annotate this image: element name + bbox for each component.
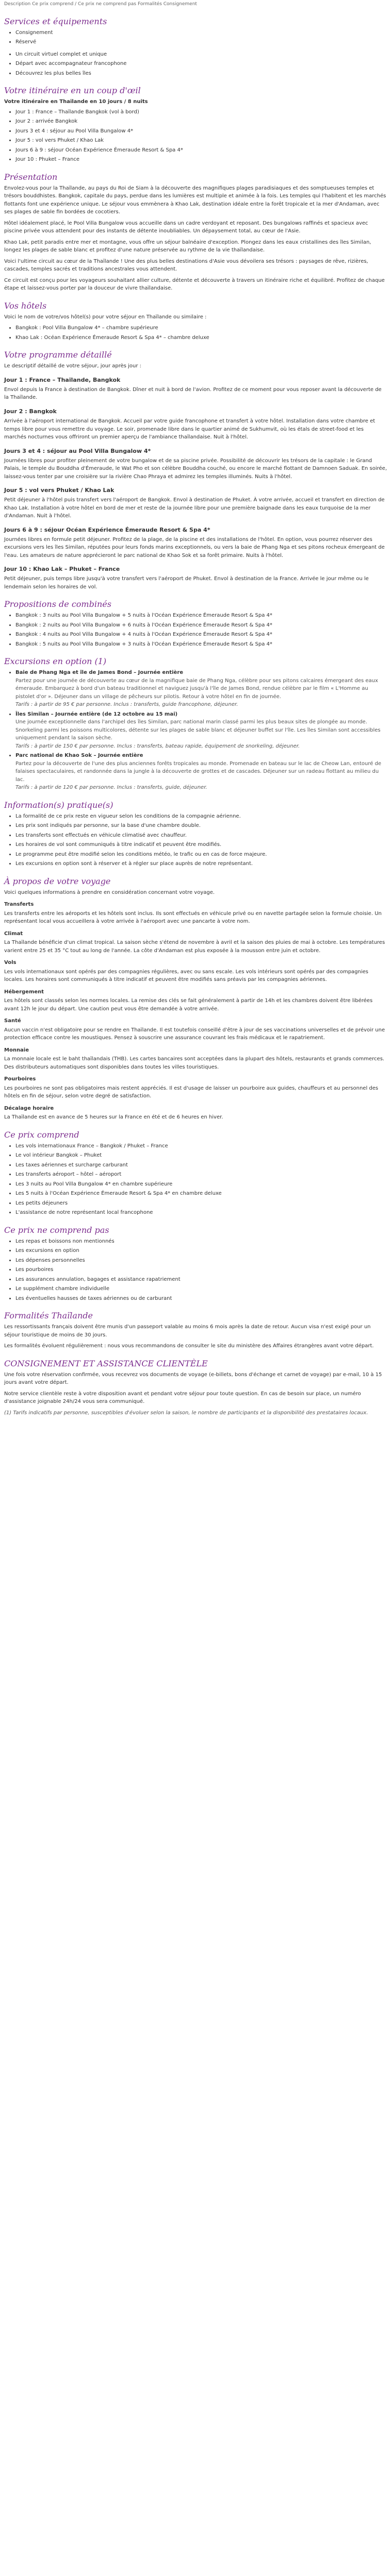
about-block-text: La Thaïlande bénéficie d'un climat tropical. La saison sèche s'étend de novembre à avril et la saison des pluies de mai à octobre. Les températures varient entre 25 et 35 °C tout au long de l'année. La côte d'Andaman est plus exposée à la mousson entre juin et octobre. (4, 940, 385, 954)
list-item: • Les horaires de vol sont communiqués à titre indicatif et peuvent être modifiés. (15, 841, 387, 849)
about-block-title: Santé (4, 1018, 21, 1024)
includes-list (4, 1142, 387, 1217)
list-item: • Les pourboires (15, 1266, 387, 1274)
services-list (4, 29, 387, 46)
list-item: • La formalité de ce prix reste en vigueur selon les conditions de la compagnie aérienne. (15, 812, 387, 821)
excursion-text: Une journée exceptionnelle dans l'archipel des îles Similan, parc national marin classé parmi les plus beaux sites de plongée au monde. Snorkeling parmi les poissons multicolores, détente sur les plages de sable blanc et déjeuner buffet sur l'île. Les îles Similan sont accessibles uniquement pendant la saison sèche. (15, 719, 381, 741)
list-item: • Jour 2 : arrivée Bangkok (15, 117, 387, 126)
day-text: Petit déjeuner à l'hôtel puis transfert vers l'aéroport de Bangkok. Envol à destination de Phuket. À votre arrivée, accueil et transfert en direction de Khao Lak. Installation à votre hôtel en bord de mer et reste de la journée libre pour une première baignade dans les eaux turquoise de la mer d'Andaman. Nuit à l'hôtel. (4, 497, 385, 519)
list-item: • Les taxes aériennes et surcharge carburant (15, 1161, 387, 1170)
list-item: • Découvrez les plus belles îles (15, 70, 387, 78)
list-item: • Les repas et boissons non mentionnés (15, 1238, 387, 1246)
options-list (4, 612, 387, 648)
excursion-price: Tarifs : à partir de 120 € par personne. Inclus : transferts, guide, déjeuner. (15, 785, 207, 791)
excursion-item (15, 669, 387, 709)
excursions-title: Excursions en option (1) (4, 656, 107, 667)
excursion-title: Parc national de Khao Sok – Journée entière (15, 753, 143, 759)
about-block-text: Les pourboires ne sont pas obligatoires mais restent appréciés. Il est d'usage de laisser un pourboire aux guides, chauffeurs et au personnel des hôtels en fin de séjour, selon votre degré de satisfaction. (4, 1085, 379, 1099)
itinerary-subtitle: Votre itinéraire en Thaïlande en 10 jours / 8 nuits (4, 99, 148, 105)
excursion-item (15, 752, 387, 792)
excursion-price: Tarifs : à partir de 150 € par personne. Inclus : transferts, bateau rapide, équipement de snorkeling, déjeuner. (15, 743, 300, 749)
excursions-list (4, 669, 387, 792)
conditions-title: CONSIGNEMENT ET ASSISTANCE CLIENTÈLE (4, 1358, 208, 1368)
day-title: Jours 6 à 9 : séjour Océan Expérience Émeraude Resort & Spa 4* (4, 526, 210, 533)
list-item: • Départ avec accompagnateur francophone (15, 60, 387, 68)
about-block-text: Les transferts entre les aéroports et les hôtels sont inclus. Ils sont effectués en véhicule privé ou en navette partagée selon la formule choisie. Un représentant local vous accueillera à votre arrivée à l'aéroport avec une pancarte à votre nom. (4, 910, 382, 925)
about-intro: Voici quelques informations à prendre en considération concernant votre voyage. (4, 889, 215, 895)
paragraph: Khao Lak, petit paradis entre mer et montagne, vous offre un séjour balnéaire d'exception. Plongez dans les eaux cristallines des îles Similan, longez les plages de sable blanc et profitez d'une nature préservée au rythme de la vie thaïlandaise. (4, 239, 371, 253)
list-item: • Jour 1 : France – Thaïlande Bangkok (vol à bord) (15, 108, 387, 116)
day-text: Petit déjeuner, puis temps libre jusqu'à votre transfert vers l'aéroport de Phuket. Envol à destination de la France. Arrivée le jour même ou le lendemain selon les horaires de vol. (4, 576, 369, 590)
list-item: • Consignement (15, 29, 387, 37)
list-item: • Les transferts sont effectués en véhicule climatisé avec chauffeur. (15, 832, 387, 840)
paragraph: Les formalités évoluent régulièrement : nous vous recommandons de consulter le site du ministère des Affaires étrangères avant votre départ. (4, 1343, 374, 1349)
day-text: Journées libres pour profiter pleinement de votre bungalow et de sa piscine privée. Possibilité de découvrir les trésors de la capitale : le Grand Palais, le temple du Bouddha d'Émeraude, le Wat Pho et son célèbre Bouddha couché, ou encore le marché flottant de Damnoen Saduak. En soirée, laissez-vous tenter par une croisière sur la rivière Chao Phraya et admirez les temples illuminés. Nuits à l'hôtel. (4, 457, 387, 480)
about-block-title: Monnaie (4, 1047, 29, 1053)
paragraph: Hôtel idéalement placé, le Pool Villa Bungalow vous accueille dans un cadre verdoyant et reposant. Des bungalows raffinés et spacieux avec piscine privée vous attendent pour des instants de détente inoubliables. Un dépaysement total, au cœur de l'Asie. (4, 220, 368, 234)
about-title: À propos de votre voyage (4, 876, 111, 886)
paragraph: Voici l'ultime circuit au cœur de la Thaïlande ! Une des plus belles destinations d'Asie vous dévoilera ses trésors : paysages de rêve, rizières, cascades, temples sacrés et traditions ancestrales vous attendent. (4, 258, 368, 273)
excursion-item (15, 710, 387, 751)
list-item: • Jours 6 à 9 : séjour Océan Expérience Émeraude Resort & Spa 4* (15, 146, 387, 155)
paragraph: Envolez-vous pour la Thaïlande, au pays du Roi de Siam à la découverte des magnifiques plages paradisiaques et des somptueuses temples et trésors bouddhistes. Bangkok, capitale du pays, perdue dans les lumières est multiple et animée à la fois. Les temples qui l'habitent et les marchés flottants font une expérience unique. Le séjour vous emmènera à Khao Lak, destination idéale entre la forêt tropicale et la mer d'Andaman, avec ses plages de sable fin bordées de cocotiers. (4, 185, 386, 215)
program-intro: Le descriptif détaillé de votre séjour, jour après jour : (4, 363, 142, 369)
intro-list (4, 50, 387, 78)
day-text: Journées libres en formule petit déjeuner. Profitez de la plage, de la piscine et des installations de l'hôtel. En option, vous pourrez réserver des excursions vers les îles Similan, réputées pour leurs fonds marins exceptionnels, ou vers la baie de Phang Nga et ses pitons rocheux émergeant de l'eau. Les amateurs de nature apprécieront le parc national de Khao Sok et sa forêt primaire. Nuits à l'hôtel. (4, 536, 385, 558)
list-item: • Un circuit virtuel complet et unique (15, 50, 387, 59)
hotels-title: Vos hôtels (4, 300, 47, 311)
list-item: • Les éventuelles hausses de taxes aériennes ou de carburant (15, 1295, 387, 1303)
list-item: • Bangkok : 3 nuits au Pool Villa Bungalow + 5 nuits à l'Océan Expérience Émeraude Resort & Spa 4* (15, 612, 387, 620)
hotels-intro: Voici le nom de votre/vos hôtel(s) pour votre séjour en Thaïlande ou similaire : (4, 314, 207, 320)
list-item: • Le supplément chambre individuelle (15, 1285, 387, 1293)
day-title: Jour 10 : Khao Lak – Phuket – France (4, 566, 120, 573)
services-title: Services et équipements (4, 16, 107, 26)
list-item: • Bangkok : 5 nuits au Pool Villa Bungalow + 3 nuits à l'Océan Expérience Émeraude Resort & Spa 4* (15, 640, 387, 649)
about-block-text: La Thaïlande est en avance de 5 heures sur la France en été et de 6 heures en hiver. (4, 1114, 223, 1121)
list-item: • Le vol intérieur Bangkok – Phuket (15, 1151, 387, 1160)
list-item: • Les petits déjeuners (15, 1199, 387, 1208)
itinerary-list (4, 108, 387, 164)
list-item: • Les vols internationaux France – Bangkok / Phuket – France (15, 1142, 387, 1150)
paragraph: Ce circuit est conçu pour les voyageurs souhaitant allier culture, détente et découverte à travers un itinéraire riche et équilibré. Profitez de chaque étape et laissez-vous porter par la douceur de vivre thaïlandaise. (4, 277, 385, 292)
list-item: • Jours 3 et 4 : séjour au Pool Villa Bungalow 4* (15, 127, 387, 135)
includes-title: Ce prix comprend (4, 1129, 79, 1140)
day-text: Envol depuis la France à destination de Bangkok. Dîner et nuit à bord de l'avion. Profitez de ce moment pour vous reposer avant la découverte de la Thaïlande. (4, 386, 382, 401)
excludes-list (4, 1238, 387, 1303)
list-item: • Les dépenses personnelles (15, 1257, 387, 1265)
about-block-title: Hébergement (4, 989, 44, 995)
hotels-list (4, 324, 387, 342)
footnote: (1) Tarifs indicatifs par personne, susceptibles d'évoluer selon la saison, le nombre de participants et la disponibilité des prestataires locaux. (4, 1410, 368, 1416)
excursion-text: Partez pour une journée de découverte au cœur de la magnifique baie de Phang Nga, célèbre pour ses pitons calcaires émergeant des eaux émeraude. Embarquez à bord d'un bateau traditionnel et naviguez jusqu'à l'île de James Bond, rendue célèbre par le film « L'Homme au pistolet d'or ». Déjeuner dans un village de pêcheurs sur pilotis. Retour à votre hôtel en fin de journée. (15, 677, 378, 700)
options-title: Propositions de combinés (4, 599, 111, 609)
about-block-title: Transferts (4, 902, 34, 908)
excursion-title: Îles Similan – Journée entière (de 12 octobre au 15 mai) (15, 711, 178, 717)
practical-list (4, 812, 387, 868)
excursion-text: Partez pour la découverte de l'une des plus anciennes forêts tropicales au monde. Promenade en bateau sur le lac de Cheow Lan, entouré de falaises spectaculaires, et randonnée dans la jungle à la découverte de grottes et de cascades. Déjeuner sur un radeau flottant au milieu du lac. (15, 760, 382, 783)
list-item: • Le programme peut être modifié selon les conditions météo, le trafic ou en cas de force majeure. (15, 851, 387, 859)
list-item: • Bangkok : 2 nuits au Pool Villa Bungalow + 6 nuits à l'Océan Expérience Émeraude Resort & Spa 4* (15, 621, 387, 630)
about-block-title: Décalage horaire (4, 1105, 54, 1111)
excludes-title: Ce prix ne comprend pas (4, 1225, 109, 1235)
list-item: • Les 3 nuits au Pool Villa Bungalow 4* en chambre supérieure (15, 1180, 387, 1189)
paragraph: Les ressortissants français doivent être munis d'un passeport valable au moins 6 mois après la date de retour. Aucun visa n'est exigé pour un séjour touristique de moins de 30 jours. (4, 1324, 371, 1338)
about-block-text: La monnaie locale est le baht thaïlandais (THB). Les cartes bancaires sont acceptées dans la plupart des hôtels, restaurants et grands commerces. Des distributeurs automatiques sont disponibles dans toutes les villes touristiques. (4, 1056, 385, 1070)
formalities-title: Formalités Thaïlande (4, 1311, 93, 1321)
list-item: • Les 5 nuits à l'Océan Expérience Émeraude Resort & Spa 4* en chambre deluxe (15, 1190, 387, 1198)
about-block-text: Aucun vaccin n'est obligatoire pour se rendre en Thaïlande. Il est toutefois conseillé d'être à jour de ses vaccinations universelles et de prévoir une protection efficace contre les moustiques. Pensez à souscrire une assurance couvrant les frais médicaux et le rapatriement. (4, 1027, 385, 1041)
practical-title: Information(s) pratique(s) (4, 800, 113, 810)
day-text: Arrivée à l'aéroport international de Bangkok. Accueil par votre guide francophone et transfert à votre hôtel. Installation dans votre chambre et temps libre pour vous remettre du voyage. Le soir, promenade libre dans le quartier animé de Sukhumvit, où les étals de street-food et les marchés nocturnes vous offriront un premier aperçu de l'ambiance thaïlandaise. Nuit à l'hôtel. (4, 418, 376, 440)
list-item: • Jour 10 : Phuket – France (15, 156, 387, 164)
list-item: • Les excursions en option (15, 1247, 387, 1255)
list-item: • Les transferts aéroport – hôtel – aéroport (15, 1171, 387, 1179)
about-block-title: Pourboires (4, 1076, 36, 1082)
paragraph: Une fois votre réservation confirmée, vous recevrez vos documents de voyage (e-billets, bons d'échange et carnet de voyage) par e-mail, 10 à 15 jours avant votre départ. (4, 1371, 382, 1386)
list-item: • L'assistance de notre représentant local francophone (15, 1209, 387, 1217)
list-item: • Réservé (15, 38, 387, 46)
day-title: Jour 5 : vol vers Phuket / Khao Lak (4, 487, 115, 494)
about-block-text: Les hôtels sont classés selon les normes locales. La remise des clés se fait généralement à partir de 14h et les chambres doivent être libérées avant 12h le jour du départ. Une caution peut vous être demandée à votre arrivée. (4, 998, 373, 1012)
about-block-text: Les vols internationaux sont opérés par des compagnies régulières, avec ou sans escale. Les vols intérieurs sont opérés par des compagnies locales. Les horaires sont communiqués à titre indicatif et peuvent être modifiés sans préavis par les compagnies aériennes. (4, 969, 368, 983)
top-line: Description Ce prix comprend / Ce prix ne comprend pas Formalités Consignement (4, 2, 197, 7)
list-item: • Khao Lak : Océan Expérience Émeraude Resort & Spa 4* – chambre deluxe (15, 334, 387, 342)
day-title: Jour 1 : France – Thaïlande, Bangkok (4, 376, 121, 383)
list-item: • Les prix sont indiqués par personne, sur la base d'une chambre double. (15, 822, 387, 830)
about-block-title: Climat (4, 930, 23, 937)
program-title: Votre programme détaillé (4, 350, 112, 360)
day-title: Jour 2 : Bangkok (4, 408, 57, 415)
paragraph: Notre service clientèle reste à votre disposition avant et pendant votre séjour pour toute question. En cas de besoin sur place, un numéro d'assistance joignable 24h/24 vous sera communiqué. (4, 1391, 361, 1405)
list-item: • Bangkok : Pool Villa Bungalow 4* – chambre supérieure (15, 324, 387, 332)
itinerary-title: Votre itinéraire en un coup d'œil (4, 86, 141, 96)
presentation-title: Présentation (4, 172, 58, 182)
excursion-price: Tarifs : à partir de 95 € par personne. Inclus : transferts, guide francophone, déjeuner. (15, 702, 238, 708)
day-title: Jours 3 et 4 : séjour au Pool Villa Bungalow 4* (4, 447, 151, 454)
list-item: • Les assurances annulation, bagages et assistance rapatriement (15, 1276, 387, 1284)
list-item: • Bangkok : 4 nuits au Pool Villa Bungalow + 4 nuits à l'Océan Expérience Émeraude Resort & Spa 4* (15, 631, 387, 639)
list-item: • Les excursions en option sont à réserver et à régler sur place auprès de notre représentant. (15, 860, 387, 868)
about-block-title: Vols (4, 960, 17, 966)
excursion-title: Baie de Phang Nga et île de James Bond – Journée entière (15, 670, 184, 676)
list-item: • Jour 5 : vol vers Phuket / Khao Lak (15, 137, 387, 145)
